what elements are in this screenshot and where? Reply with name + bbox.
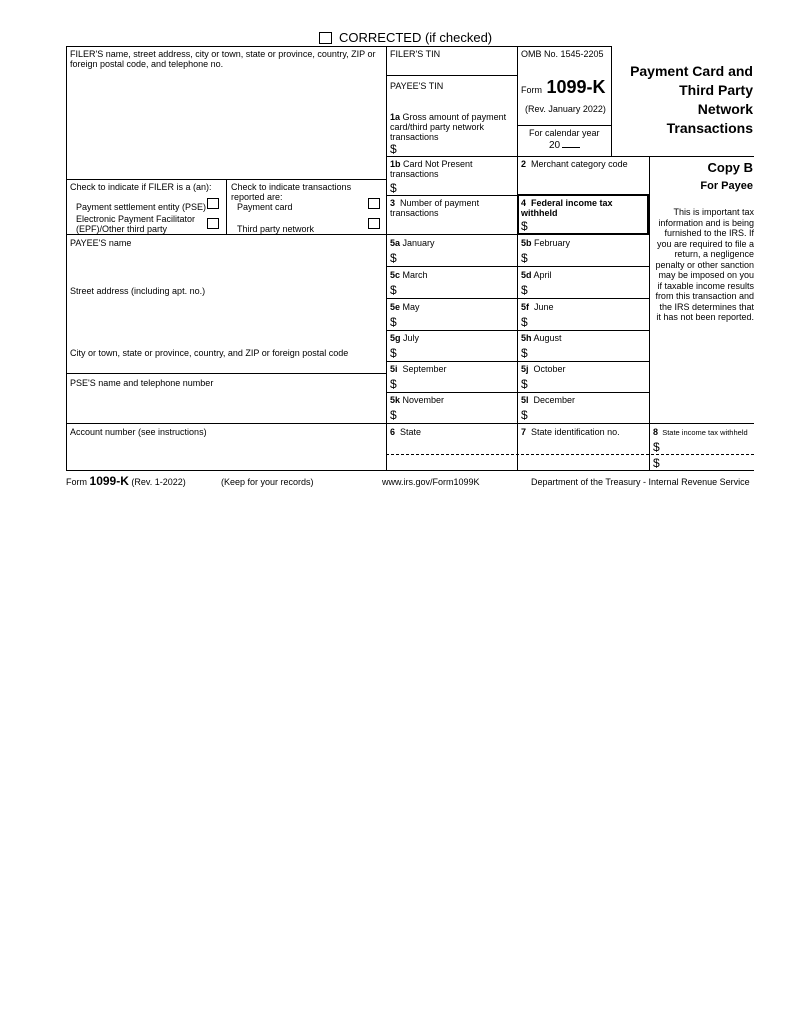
box-4-field[interactable]	[531, 219, 643, 232]
box-5l-label: 5l December	[521, 395, 576, 405]
title-line-3: Network	[697, 101, 753, 117]
box-5g-label: 5g July	[390, 333, 420, 343]
box-6-field-2[interactable]	[388, 456, 515, 469]
box-5k-label: 5k November	[390, 395, 445, 405]
form-id: Form 1099-K	[521, 77, 606, 97]
box-3-label: 3 Number of payment transactions	[390, 198, 480, 218]
box-8-dollar-1: $	[653, 440, 660, 454]
copy-b-label: Copy B	[707, 160, 753, 175]
box-5g-dollar: $	[390, 346, 397, 360]
box-7-field-1[interactable]	[519, 440, 647, 453]
epf-checkbox[interactable]	[207, 218, 219, 229]
box-8-label: 8 State income tax withheld	[653, 427, 748, 437]
box-4-dollar: $	[521, 219, 528, 233]
omb-number: OMB No. 1545-2205	[521, 49, 604, 59]
box-2-label: 2 Merchant category code	[521, 159, 628, 169]
box-7-label: 7 State identification no.	[521, 427, 620, 437]
check-transactions-label: Check to indicate transactions reported are:	[231, 182, 352, 202]
box-5k-field[interactable]	[400, 408, 515, 421]
box-5b-label: 5b February	[521, 238, 571, 248]
pse-label: Payment settlement entity (PSE)	[76, 202, 207, 212]
box-5d-label: 5d April	[521, 270, 552, 280]
filer-tin-label: FILER'S TIN	[390, 49, 441, 59]
box-5c-label: 5c March	[390, 270, 428, 280]
box-5l-field[interactable]	[531, 408, 647, 421]
box-5j-dollar: $	[521, 377, 528, 391]
pse-checkbox[interactable]	[207, 198, 219, 209]
box-5f-field[interactable]	[531, 315, 647, 328]
corrected-label: CORRECTED (if checked)	[339, 30, 493, 45]
footer-form-id: Form 1099-K (Rev. 1-2022)	[66, 474, 186, 488]
payee-tin-label: PAYEE'S TIN	[390, 81, 444, 91]
box-5c-dollar: $	[390, 283, 397, 297]
box-7-field-2[interactable]	[519, 456, 647, 469]
box-5i-field[interactable]	[400, 377, 515, 390]
box-5i-dollar: $	[390, 377, 397, 391]
title-line-1: Payment Card and	[630, 63, 753, 79]
box-5e-field[interactable]	[400, 315, 515, 328]
box-5j-label: 5j October	[521, 364, 566, 374]
street-address-field[interactable]	[68, 298, 384, 343]
street-address-label: Street address (including apt. no.)	[70, 286, 206, 296]
account-number-label: Account number (see instructions)	[70, 427, 207, 437]
box-5j-field[interactable]	[531, 377, 647, 390]
box-5h-dollar: $	[521, 346, 528, 360]
box-6-field-1[interactable]	[388, 440, 515, 453]
box-1b-field[interactable]	[400, 181, 515, 194]
payee-name-field[interactable]	[68, 250, 384, 280]
box-5a-field[interactable]	[400, 251, 515, 264]
box-5d-dollar: $	[521, 283, 528, 297]
form-title	[612, 62, 753, 138]
box-5b-dollar: $	[521, 251, 528, 265]
box-8-field-2[interactable]	[663, 456, 753, 469]
third-party-label: Third party network	[237, 224, 315, 234]
pse-name-field[interactable]	[68, 390, 384, 421]
box-5d-field[interactable]	[531, 283, 647, 296]
box-5k-dollar: $	[390, 408, 397, 422]
city-state-label: City or town, state or province, country, and ZIP or foreign postal code	[70, 348, 349, 358]
copy-b-notice: This is important tax information and is being furnished to the IRS. If you are required to file a return, a negligence penalty or other sanction may be imposed on you if taxable income results from this transaction and the IRS determines that it has not been reported.	[655, 207, 754, 322]
box-1a-dollar: $	[390, 142, 397, 156]
payee-tin-field[interactable]	[388, 92, 515, 108]
box-8-dollar-2: $	[653, 456, 660, 470]
payee-name-label: PAYEE'S name	[70, 238, 132, 248]
check-filer-label: Check to indicate if FILER is a (an):	[70, 182, 212, 192]
box-5e-dollar: $	[390, 315, 397, 329]
box-1a-field[interactable]	[400, 142, 515, 155]
epf-label: Electronic Payment Facilitator (EPF)/Other third party	[76, 214, 196, 234]
corrected-checkbox[interactable]	[319, 32, 332, 44]
box-5h-field[interactable]	[531, 346, 647, 359]
year-field[interactable]: 20	[549, 140, 580, 151]
box-8-field-1[interactable]	[663, 440, 753, 453]
box-5l-dollar: $	[521, 408, 528, 422]
filer-name-label: FILER'S name, street address, city or town, state or province, country, ZIP or foreign postal code, and telephone no.	[70, 49, 376, 69]
box-5f-label: 5f June	[521, 302, 554, 312]
box-1b-label: 1b Card Not Present transactions	[390, 159, 473, 179]
box-5a-dollar: $	[390, 251, 397, 265]
box-5f-dollar: $	[521, 315, 528, 329]
calendar-year-label: For calendar year	[529, 128, 600, 138]
box-6-label: 6 State	[390, 427, 422, 437]
city-state-field[interactable]	[68, 360, 384, 372]
box-5e-label: 5e May	[390, 302, 420, 312]
box-3-field[interactable]	[388, 220, 515, 233]
third-party-checkbox[interactable]	[368, 218, 380, 229]
for-payee-label: For Payee	[700, 180, 753, 192]
footer-url: www.irs.gov/Form1099K	[382, 477, 480, 487]
box-5c-field[interactable]	[400, 283, 515, 296]
footer-department: Department of the Treasury - Internal Revenue Service	[531, 477, 750, 487]
account-number-field[interactable]	[68, 440, 384, 468]
box-5g-field[interactable]	[400, 346, 515, 359]
box-5h-label: 5h August	[521, 333, 562, 343]
filer-name-field[interactable]	[68, 70, 384, 176]
box-1b-dollar: $	[390, 181, 397, 195]
payment-card-checkbox[interactable]	[368, 198, 380, 209]
box-5a-label: 5a January	[390, 238, 435, 248]
box-5i-label: 5i September	[390, 364, 447, 374]
pse-name-label: PSE'S name and telephone number	[70, 378, 214, 388]
title-line-2: Third Party	[679, 82, 753, 98]
box-1a-label: 1a Gross amount of payment card/third party network transactions	[390, 112, 507, 142]
title-line-4: Transactions	[666, 120, 753, 136]
box-2-field[interactable]	[519, 172, 647, 193]
filer-tin-field[interactable]	[388, 60, 515, 74]
rev-date: (Rev. January 2022)	[525, 104, 606, 114]
payment-card-label: Payment card	[237, 202, 293, 212]
box-5b-field[interactable]	[531, 251, 647, 264]
footer-keep: (Keep for your records)	[221, 477, 314, 487]
box-4-label: 4 Federal income tax withheld	[521, 198, 613, 218]
